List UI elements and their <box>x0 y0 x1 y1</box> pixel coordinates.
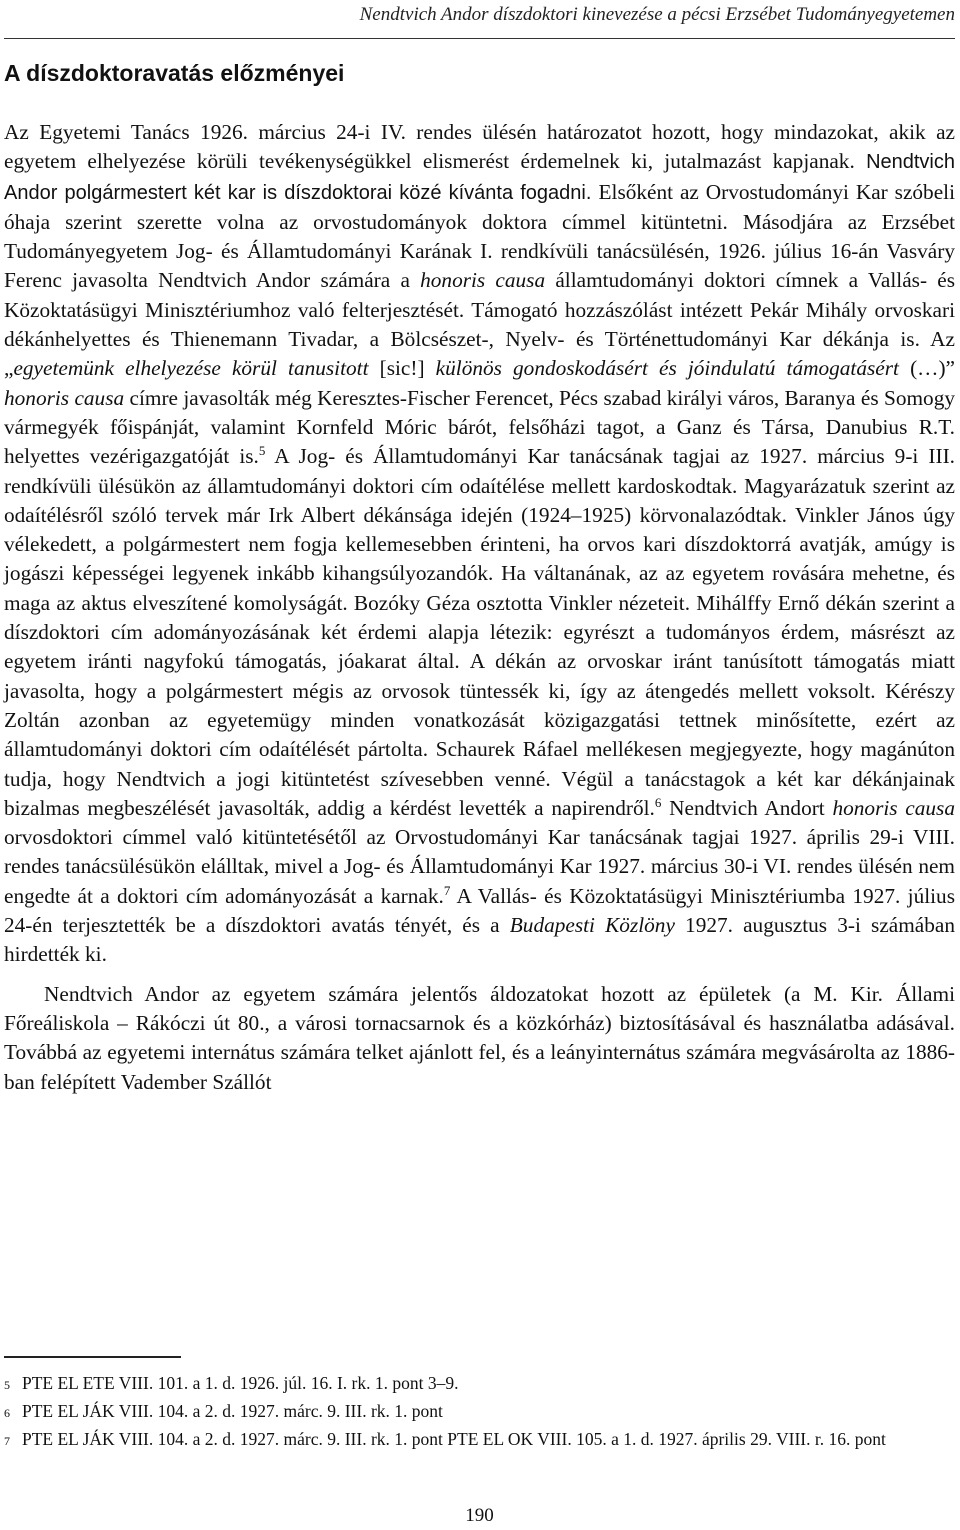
section-title: A díszdoktoravatás előzményei <box>4 60 345 86</box>
footnote-text: PTE EL ETE VIII. 101. a 1. d. 1926. júl. 16. I. rk. 1. pont 3–9. <box>22 1373 459 1393</box>
footnote-ref[interactable]: 6 <box>654 794 662 810</box>
text-run: orvosdoktori címmel való kitüntetésétől az Orvostudományi Kar tanácsának tagjai 1927. április 29-i VIII. rendes tanácsülésükön elálltak, mivel a Jog- és Államtudományi Kar 1927. március 30-i VI. rendes ülésén nem engedte át a doktori cím adományozását a karnak. <box>4 825 955 908</box>
footnote-number: 5 <box>4 1378 10 1392</box>
footnote <box>4 1399 955 1426</box>
text-run: Nendtvich Andort <box>661 795 833 820</box>
italic-term: honoris causa <box>420 268 546 293</box>
footnote <box>4 1427 955 1454</box>
italic-quote: különös gondoskodásért és jóindulatú támogatásért <box>435 356 899 381</box>
text-run: Nendtvich Andor polgármestert két kar is díszdoktorai közé kívánta fogadni. <box>4 151 955 204</box>
footnote-ref[interactable]: 5 <box>258 443 266 459</box>
footnote-number: 7 <box>4 1434 10 1448</box>
paragraph-1 <box>4 118 955 970</box>
running-head: Nendtvich Andor díszdoktori kinevezése a pécsi Erzsébet Tudományegyetemen <box>359 4 955 25</box>
text-run: államtudományi doktori címnek a Vallás- és Közoktatásügyi Minisztériumhoz való felterjesztését. Támogató hozzászólást intézett Pekár Mihály orvoskari dékánhelyettes és Thienemann Tivadar, a Bölcsészet-, Nyelv- és Történettudományi Kar dékánja is. Az „ <box>4 268 955 381</box>
footnote <box>4 1371 955 1398</box>
italic-term: honoris causa <box>832 795 955 820</box>
italic-title: Budapesti Közlöny <box>509 913 675 938</box>
paragraph-2: Nendtvich Andor az egyetem számára jelentős áldozatokat hozott az épületek (a M. Kir. Állami Főreáliskola – Rákóczi út 80., a városi tornacsarnok és a közkórház) biztosításával és használatba adásával. Továbbá az egyetemi internátus számára telket ajánlott fel, és a leányinternátus számára megvásárolta az 1886-ban felépített Vadember Szállót <box>4 981 955 1094</box>
header-rule <box>4 38 955 39</box>
text-run: Elsőként az Orvostudományi Kar szóbeli óhaja szerint szerette volna az orvostudományok doktora címmel kitüntetni. Másodjára az Erzsébet Tudományegyetem Jog- és Államtudományi Karának I. rendkívüli tanácsülésén, 1926. július 16-án Vasváry Ferenc javasolta Nendtvich Andor számára a <box>4 179 955 293</box>
page-number: 190 <box>465 1505 494 1526</box>
text-run: [sic!] <box>368 356 436 381</box>
text-run: 1927. augusztus 3-i számában hirdették ki. <box>4 913 955 967</box>
italic-term: honoris causa <box>4 385 125 410</box>
text-run: A Vallás- és Közoktatásügyi Minisztériumba 1927. július 24-én terjesztették be a díszdoktori avatás tényét, és a <box>4 883 955 938</box>
footnote-text: PTE EL JÁK VIII. 104. a 2. d. 1927. márc. 9. III. rk. 1. pont PTE EL OK VIII. 105. a 1. d. 1927. április 29. VIII. r. 16. pont <box>22 1429 886 1449</box>
footnote-number: 6 <box>4 1406 10 1420</box>
footnote-ref[interactable]: 7 <box>443 882 451 898</box>
footnotes <box>4 1371 955 1455</box>
text-run: címre javasolták még Keresztes-Fischer Ferencet, Pécs szabad királyi város, Baranya és Somogy vármegyék főispánját, valamint Kornfeld Móric bárót, felsőházi tagot, a Ganz és Társa, Danubius R.T. helyettes vezérigazgatóját is. <box>4 385 955 469</box>
body-text <box>4 118 955 1097</box>
italic-quote: egyetemünk elhelyezése körül tanusitott <box>13 356 369 381</box>
text-run: Az Egyetemi Tanács 1926. március 24-i IV. rendes ülésén határozatot hozott, hogy mindazokat, akik az egyetem elhelyezése körüli tevékenységükkel elismerést érdemelnek ki, jutalmazást kapjanak. <box>4 120 955 174</box>
text-run: (…)” <box>898 356 955 381</box>
text-run: A Jog- és Államtudományi Kar tanácsának tagjai az 1927. március 9-i III. rendkívüli ülésükön az államtudományi doktori cím odaítélése mellett kardoskodtak. Magyarázatuk szerint az odaítélésről szóló tervek már Irk Albert dékánsága idején (1924–1925) körvonalazódtak. Vinkler János úgy vélekedett, a polgármestert nem fogja kellemesebben érinteni, ha orvos kari díszdoktorrá avatják, amúgy is jogászi képességei legyenek inkább kihangsúlyozandók. Ha váltanának, az az egyetem rovására mehetne, és maga az aktus elveszítené komolyságát. Bozóky Géza osztotta Vinkler nézeteit. Mihálffy Ernő dékán szerint a díszdoktori cím adományozásának két érdemi alapja létezik: egyrészt a tudományos érdem, másrészt az egyetem iránti nagyfokú támogatás, jóakarat által. A dékán az orvoskar iránt tanúsított támogatás miatt javasolta, hogy a polgármestert mégis az orvosok tüntessék ki, így az átengedés mellett voksolt. Kérészy Zoltán azonban az egyetemügy minden vonatkozását közigazgatási tettnek minősítette, ezért az államtudományi doktori cím odaítélését pártolta. Schaurek Ráfael mellékesen megjegyezte, hogy magánúton tudja, hogy Nendtvich a jogi kitüntetést szívesebben venné. Végül a tanácstagok a két kar dékánjainak bizalmas megbeszélését javasolták, addig a kérdést levették a napirendről. <box>4 444 955 820</box>
footnote-text: PTE EL JÁK VIII. 104. a 2. d. 1927. márc. 9. III. rk. 1. pont <box>22 1401 443 1421</box>
footnote-rule <box>4 1356 181 1358</box>
document-page <box>4 0 955 1530</box>
